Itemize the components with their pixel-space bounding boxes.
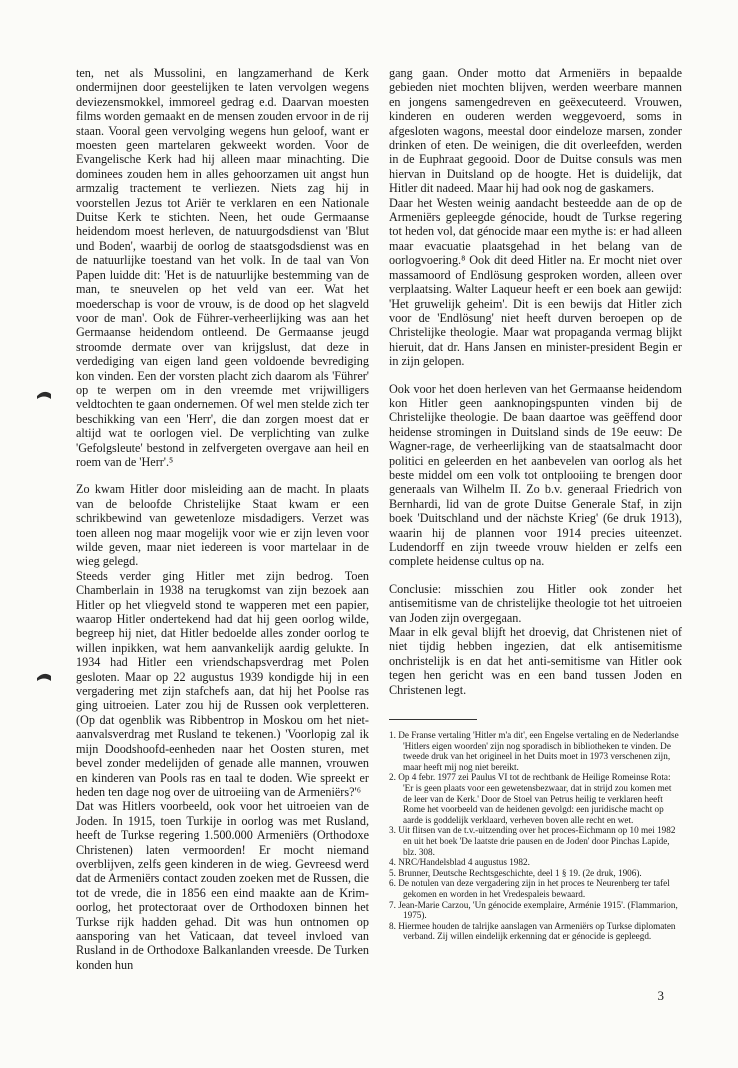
paragraph: Steeds verder ging Hitler met zijn bedrog. Toen Chamberlain in 1938 na terugkomst van zijn bezoek aan Hitler op het vliegveld stond te wapperen met een papier, waarop Hitler ondertekend had dat hij geen oorlog wilde, begreep hij niet, dat Hitler bedoelde alles zonder oorlog te willen inpikken, wat hem aanvankelijk aardig gelukte. In 1934 had Hitler een vriendschapsverdrag met Polen gesloten. Maar op 22 augustus 1939 kondigde hij in een vergadering met zijn stafchefs aan, dat hij het Poolse ras ging uitroeien. Later zou hij de Russen ook verpletteren. (Op dat ogenblik was Ribbentrop in Moskou om het niet-aanvalsverdrag met Rusland te tekenen.) 'Voorlopig zal ik mijn Doodshoofd-eenheden naar het Oosten sturen, met bevel zonder medelijden of genade alle mannen, vrouwen en kinderen van Pools ras en taal te doden. Wie spreekt er heden ten dage nog over de uitroeiing van de Armeniërs?'⁶: [76, 568, 369, 799]
page-number: 3: [657, 988, 664, 1003]
footnote-divider: [389, 719, 477, 720]
left-column: [76, 66, 369, 972]
footnote: 7. Jean-Marie Carzou, 'Un génocide exemplaire, Arménie 1915'. (Flammarion, 1975).: [389, 899, 678, 921]
footnote: 5. Brunner, Deutsche Rechtsgeschichte, deel 1 § 19. (2e druk, 1906).: [389, 867, 642, 878]
paragraph: Dat was Hitlers voorbeeld, ook voor het uitroeien van de Joden. In 1915, toen Turkije in oorlog was met Rusland, heeft de Turkse regering 1.500.000 Armeniërs (Orthodoxe Christenen) laten vermoorden! Er mocht niemand overblijven, zelfs geen kinderen in de wieg. Gevreesd werd dat de Armeniërs contact zouden zoeken met de Russen, die tot de vrede, die in 1856 een eind maakte aan de Krim-oorlog, het protectoraat over de Orthodoxen binnen het Turkse rijk hadden gehad. Dit was hun ontnomen op aansporing van het Vaticaan, dat teveel invloed van Rusland in de Orthodoxe Balkanlanden vreesde. De Turken konden hun: [76, 799, 369, 972]
footnote: 2. Op 4 febr. 1977 zei Paulus VI tot de rechtbank de Heilige Romeinse Rota: 'Er is geen plaats voor een gewetensbezwaar, dat in strijd zou komen met de leer van de Kerk.' Door de Stoel van Petrus heilig te verklaren heeft Rome het voorbeeld van de heidenen gevolgd: een juridische macht op aarde is goddelijk verklaard, verheven boven alle recht en wet.: [389, 772, 672, 825]
footnotes: [389, 730, 682, 942]
footnote: 4. NRC/Handelsblad 4 augustus 1982.: [389, 857, 530, 868]
paragraph: ten, net als Mussolini, en langzamerhand de Kerk ondermijnen door geestelijken te laten vervolgen wegens deviezensmokkel, immoreel gedrag e.d. Daarvan moesten films worden gemaakt en de mensen zouden ervoor in de rij staan. Vooral geen vervolging wegens hun geloof, want er moesten geen martelaren gekweekt worden. Voor de Evangelische Kerk had hij alleen maar minachting. Die dominees zouden hem in alles gehoorzamen uit angst hun armzalig tractement te verliezen. Niets zag hij in voorstellen Jezus tot Ariër te verklaren en een Nationale Duitse Kerk te stichten. Neen, het oude Germaanse heidendom moest herleven, de natuurgodsdienst van 'Blut und Boden', waarbij de oorlog de staatsgodsdienst was en de natuurlijke toestand van het volk. In de taal van Von Papen luidde dit: 'Het is de natuurlijke bestemming van de man, te sneuvelen op het veld van eer. Wat het moederschap is voor de vrouw, is de dood op het slagveld voor de man'. Ook de Führer-verheerlijking was aan het Germaanse heidendom ontleend. De Germaanse jeugd stroomde dermate over van krijgslust, dat deze in verdediging van eigen land geen voldoende bevrediging kon vinden. Een der vorsten placht zich daarom als 'Führer' op te werpen om in den vreemde met vrijwilligers veldtochten te gaan ondernemen. Of wel men stelde zich ter beschikking van een 'Herr', die dan zorgen moest dat er altijd wat te oorlogen viel. De verplichting van zulke 'Gefolgsleute' bestond in zelfvergeten overgave aan heil en roem van de 'Herr'.⁵: [76, 66, 369, 469]
footnote: 6. De notulen van deze vergadering zijn in het proces te Neurenberg ter tafel gekomen en worden in het Vredespaleis bewaard.: [389, 878, 670, 899]
paragraph: gang gaan. Onder motto dat Armeniërs in bepaalde gebieden niet mochten blijven, werden weerbare mannen en jongens samengedreven en geëxecuteerd. Vrouwen, kinderen en ouderen werden weggevoerd, soms in afgesloten wagons, meestal door eindeloze marsen, zonder drinken of eten. De weinigen, die dit overleefden, werden in de Euphraat gegooid. Door de Duitse consuls was men hiervan in Duitsland op de hoogte. Het is duidelijk, dat Hitler dit nadeed. Maar hij had ook nog de gaskamers.: [389, 66, 682, 196]
paragraph: Zo kwam Hitler door misleiding aan de macht. In plaats van de beloofde Christelijke Staat kwam er een schrikbewind van gewetenloze misdadigers. Verzet was toen alleen nog maar mogelijk voor wie er zijn leven voor wilde geven, maar niet iedereen is voor martelaar in de wieg gelegd.: [76, 482, 369, 569]
footnote: 8. Hiermee houden de talrijke aanslagen van Armeniërs op Turkse diplomaten verband. Zij willen eindelijk erkenning dat er génocide is gepleegd.: [389, 920, 676, 942]
footnote: 3. Uit flitsen van de t.v.-uitzending over het proces-Eichmann op 10 mei 1982 en uit het boek 'De laatste drie pausen en de Joden' door Pinchas Lapide, blz. 308.: [389, 825, 676, 857]
punch-hole-icon: [36, 390, 52, 400]
paragraph: Daar het Westen weinig aandacht besteedde aan de op de Armeniërs gepleegde génocide, houdt de Turkse regering tot heden vol, dat génocide maar een mythe is: er had alleen maar evacuatie plaatsgehad in het belang van de oorlogvoering.⁸ Ook dit deed Hitler na. Er mocht niet over massamoord of Endlösung gesproken worden, alleen over verplaatsing. Walter Laqueur heeft er een boek aan gewijd: 'Het gruwelijk geheim'. Dit is een bewijs dat Hitler zich voor de 'Endlösung' niet heeft durven beroepen op de Christelijke theologie. Maar wat propaganda vermag blijkt hieruit, dat dr. Hans Jansen en minister-president Begin er in zijn gelopen.: [389, 195, 682, 369]
paragraph: Maar in elk geval blijft het droevig, dat Christenen niet of niet tijdig hebben ingezien, dat elk antisemitisme onchristelijk is en dat het anti-semitisme van Hitler ook tegen hen gericht was en een band tussen Joden en Christenen legt.: [389, 625, 682, 697]
paragraph: Conclusie: misschien zou Hitler ook zonder het antisemitisme van de christelijke theologie tot het uitroeien van Joden zijn overgegaan.: [389, 581, 682, 625]
punch-hole-icon: [36, 672, 52, 682]
footnote: 1. De Franse vertaling 'Hitler m'a dit', een Engelse vertaling en de Nederlandse 'Hitlers eigen woorden' zijn nog sporadisch in bibliotheken te vinden. De tweede druk van het origineel in het Duits moet in 1973 verschenen zijn, maar heeft mij nog niet bereikt.: [389, 730, 679, 772]
paragraph: Ook voor het doen herleven van het Germaanse heidendom kon Hitler geen aanknopingspunten vinden bij de Christelijke theologie. De baan daartoe was geëffend door heidense stromingen in Duitsland sinds de 19e eeuw: De Wagner-rage, de verheerlijking van de staatsalmacht door politici en geleerden en het aanbevelen van oorlog als het beste middel om een volk tot ontplooiing te brengen door generaals van Wilhelm II. Zo b.v. generaal Friedrich von Bernhardi, lid van de grote Duitse Generale Staf, in zijn boek 'Duitschland und der nächste Krieg' (6e druk 1913), waarin hij de plannen voor 1914 precies uiteenzet. Ludendorff en zijn tweede vrouw hielden er zelfs een complete heidense cultus op na.: [389, 381, 682, 569]
right-column: [389, 66, 682, 942]
